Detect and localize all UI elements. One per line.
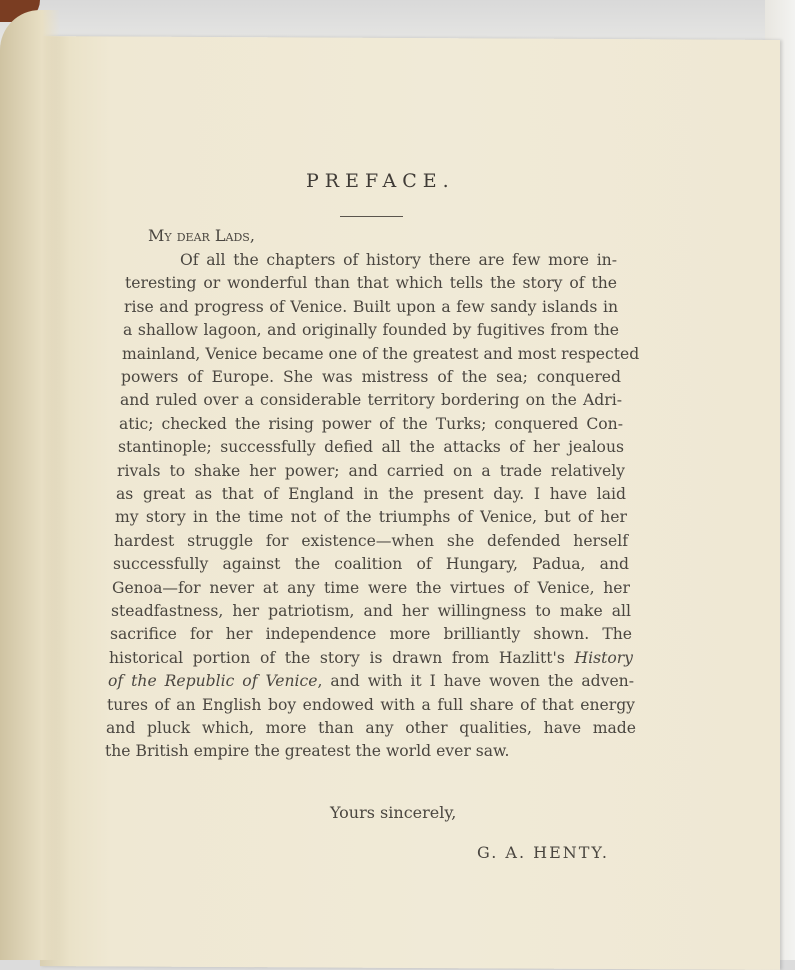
text-segment: Of all the chapters of history there are few more in- <box>180 251 617 269</box>
text-line <box>113 554 629 574</box>
text-segment: rivals to shake her power; and carried on a trade relatively <box>117 461 625 480</box>
text-segment: atic; checked the rising power of the Turks; conquered Con- <box>119 414 623 433</box>
text-segment: tures of an English boy endowed with a full share of that energy <box>107 695 635 714</box>
text-segment: , and with it I have woven the adven- <box>317 672 634 691</box>
text-segment: steadfastness, her patriotism, and her willingness to make all <box>111 602 631 620</box>
text-line <box>107 695 635 715</box>
text-line <box>118 437 624 457</box>
text-line <box>114 531 628 551</box>
text-segment: the British empire the greatest the world ever saw. <box>105 742 510 761</box>
text-line <box>115 507 627 527</box>
page-title: PREFACE. <box>306 170 455 192</box>
text-line <box>110 624 632 644</box>
text-line <box>112 578 630 598</box>
italic-title: of the Republic of Venice <box>108 672 318 691</box>
title-rule <box>340 216 403 217</box>
text-segment: my story in the time not of the triumphs of Venice, but of her <box>115 508 627 527</box>
text-segment: mainland, Venice became one of the greatest and most respected <box>122 344 640 363</box>
text-line <box>123 320 619 340</box>
text-line <box>120 390 622 410</box>
text-segment: rise and progress of Venice. Built upon a few sandy islands in <box>124 297 618 316</box>
text-line <box>122 344 640 364</box>
text-line <box>116 484 626 504</box>
text-segment: a shallow lagoon, and originally founded by fugitives from the <box>123 321 619 340</box>
text-segment: hardest struggle for existence—when she defended herself <box>114 531 628 550</box>
text-segment: and ruled over a considerable territory bordering on the Adri- <box>120 391 622 410</box>
text-segment: and pluck which, more than any other qualities, have made <box>106 719 636 737</box>
text-line <box>180 250 617 270</box>
text-line <box>124 297 618 317</box>
text-line <box>105 741 637 761</box>
text-segment: powers of Europe. She was mistress of the sea; conquered <box>121 368 621 386</box>
text-segment: teresting or wonderful than that which tells the story of the <box>125 274 617 293</box>
text-segment: as great as that of England in the present day. I have laid <box>116 485 626 503</box>
text-segment: Genoa—for never at any time were the virtues of Venice, her <box>112 578 630 597</box>
text-line <box>109 648 633 668</box>
text-line <box>106 718 636 738</box>
text-segment: historical portion of the story is drawn from Hazlitt's <box>109 648 575 667</box>
text-line <box>119 414 623 434</box>
text-line <box>125 273 617 293</box>
text-segment: sacrifice for her independence more brilliantly shown. The <box>110 625 632 644</box>
text-line <box>108 671 634 691</box>
text-segment: successfully against the coalition of Hungary, Padua, and <box>113 555 629 574</box>
text-line <box>111 601 631 621</box>
salutation: My dear Lads, <box>148 226 255 245</box>
text-line <box>121 367 621 387</box>
signature: G. A. HENTY. <box>477 843 609 862</box>
text-segment: stantinople; successfully defied all the attacks of her jealous <box>118 438 624 457</box>
page-curl <box>0 10 60 960</box>
text-line <box>117 461 625 481</box>
closing: Yours sincerely, <box>330 803 457 822</box>
italic-title: History <box>574 648 633 667</box>
